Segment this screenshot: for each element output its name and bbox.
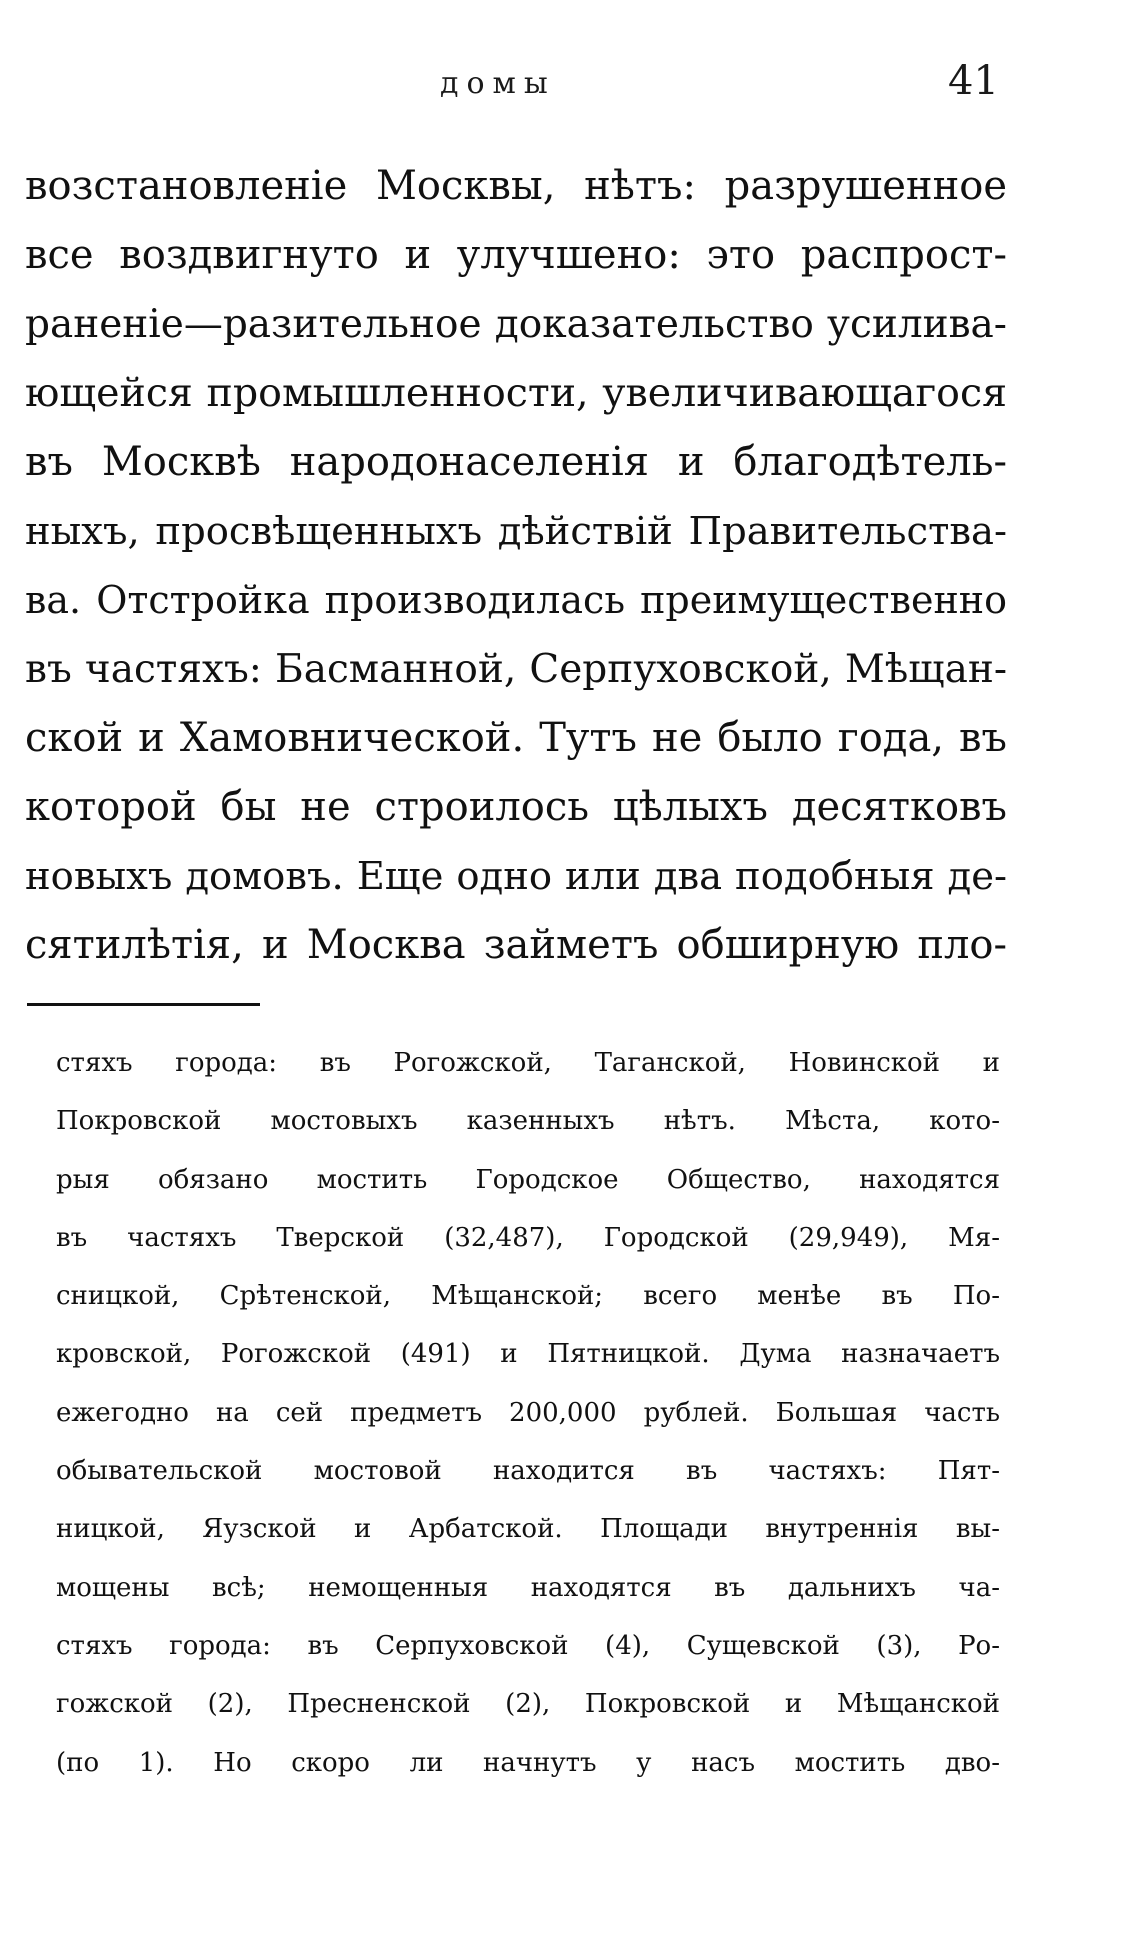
footnote-text (56, 1034, 1000, 1792)
footnote-line: (по 1). Но скоро ли начнутъ у насъ мостить дво- (56, 1747, 1000, 1778)
main-text-line: ва. Отстройка производилась преимущественно (25, 578, 1007, 622)
footnote-line: ежегодно на сей предметъ 200,000 рублей. Большая часть (56, 1397, 1000, 1428)
footnote-line: Покровской мостовыхъ казенныхъ нѣтъ. Мѣста, кото- (56, 1106, 1000, 1137)
footnote-line: стяхъ города: въ Рогожской, Таганской, Новинской и (56, 1048, 1000, 1078)
main-text-line: ныхъ, просвѣщенныхъ дѣйствій Правительства- (25, 509, 1007, 554)
main-text (25, 152, 1007, 980)
main-text-line: возстановленіе Москвы, нѣтъ: разрушенное (25, 163, 1007, 209)
footnote-divider (27, 1003, 260, 1006)
footnote-line: гожской (2), Пресненской (2), Покровской и Мѣщанской (56, 1689, 1000, 1720)
footnote-line: обывательской мостовой находится въ частяхъ: Пят- (56, 1456, 1000, 1487)
footnote-line: сницкой, Срѣтенской, Мѣщанской; всего менѣе въ По- (56, 1281, 1000, 1312)
footnote-line: кровской, Рогожской (491) и Пятницкой. Дума назначаетъ (56, 1339, 1000, 1370)
footnote-line: въ частяхъ Тверской (32,487), Городской (29,949), Мя- (56, 1222, 1000, 1253)
main-text-line: въ частяхъ: Басманной, Серпуховской, Мѣщан- (25, 647, 1007, 692)
footnote-line: стяхъ города: въ Серпуховской (4), Сущевской (3), Ро- (56, 1630, 1000, 1661)
page-number: 41 (948, 58, 999, 104)
main-text-line: въ Москвѣ народонаселенія и благодѣтель- (25, 439, 1007, 485)
main-text-line: ющейся промышленности, увеличивающагося (25, 370, 1007, 416)
footnote-line: рыя обязано мостить Городское Общество, находятся (56, 1164, 1000, 1195)
main-text-line: которой бы не строилось цѣлыхъ десятковъ (25, 784, 1007, 830)
main-text-line: раненіе—разительное доказательство усилива- (25, 302, 1007, 347)
main-text-line: ской и Хамовнической. Тутъ не было года, въ (25, 715, 1007, 761)
footnote-line: ницкой, Яузской и Арбатской. Площади внутреннія вы- (56, 1514, 1000, 1545)
main-text-line: новыхъ домовъ. Еще одно или два подобныя де- (25, 854, 1007, 899)
running-title: домы (440, 66, 556, 101)
main-text-line: все воздвигнуто и улучшено: это распрост- (25, 232, 1007, 278)
footnote-line: мощены всѣ; немощенныя находятся въ дальнихъ ча- (56, 1572, 1000, 1603)
main-text-line: сятилѣтія, и Москва займетъ обширную пло- (25, 922, 1007, 968)
